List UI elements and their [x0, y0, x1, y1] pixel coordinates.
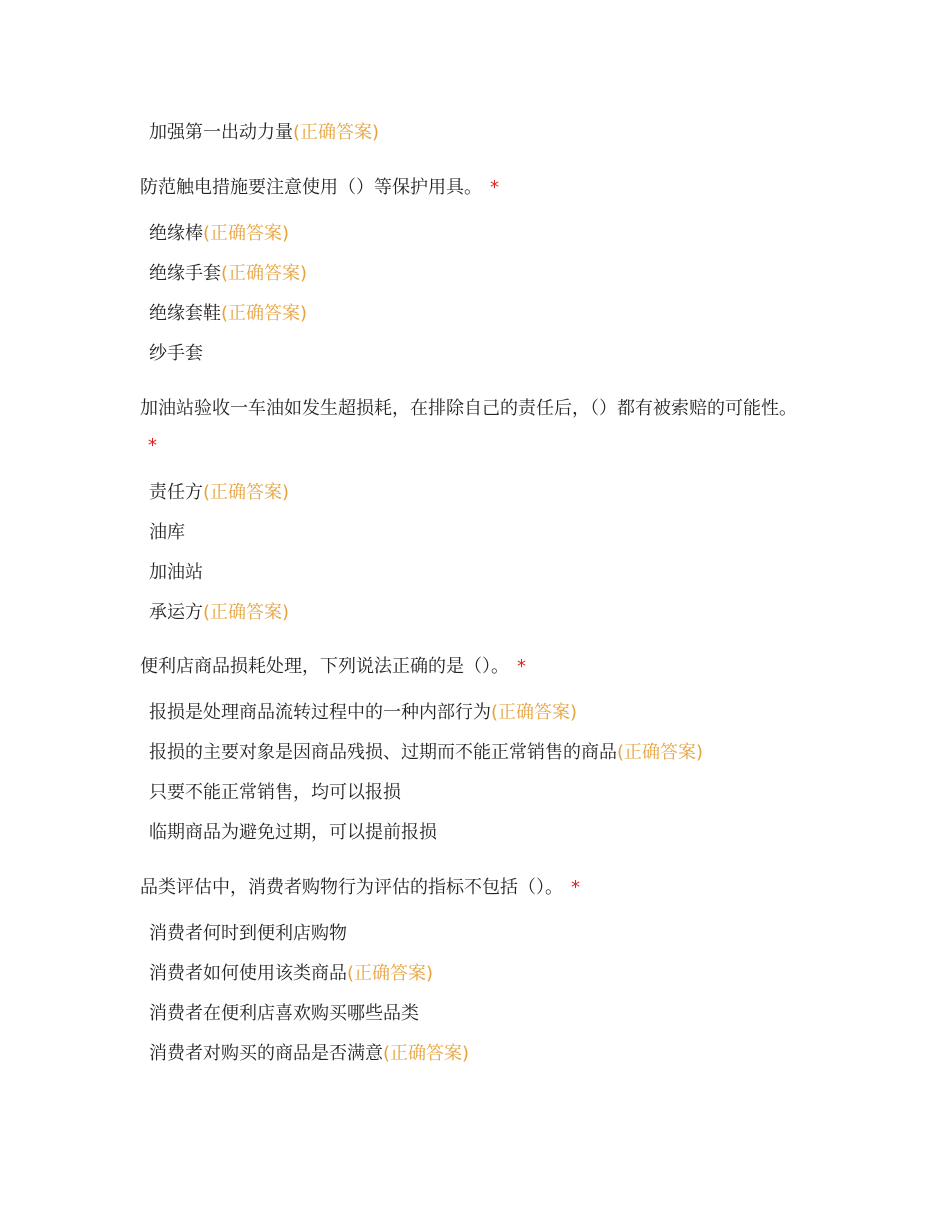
option-text: 纱手套	[149, 343, 203, 364]
option-item	[149, 302, 307, 326]
option-item	[149, 962, 433, 986]
option-text: 加油站	[149, 562, 203, 583]
option-text: 报损的主要对象是因商品残损、过期而不能正常销售的商品	[149, 742, 617, 763]
option-text: 绝缘棒	[149, 223, 203, 244]
question-stem: 便利店商品损耗处理，下列说法正确的是（）。	[140, 656, 509, 677]
correct-answer-mark: (正确答案)	[203, 602, 290, 623]
option-item	[149, 1002, 419, 1026]
question-text	[140, 648, 810, 685]
correct-answer-mark: (正确答案)	[293, 122, 380, 143]
option-item	[149, 781, 401, 805]
option-item	[149, 741, 703, 765]
option-text: 消费者在便利店喜欢购买哪些品类	[149, 1003, 419, 1024]
correct-answer-mark: (正确答案)	[221, 303, 308, 324]
option-text: 临期商品为避免过期，可以提前报损	[149, 822, 437, 843]
option-item	[149, 481, 289, 505]
question-text	[140, 869, 810, 906]
question-stem: 加油站验收一车油如发生超损耗，在排除自己的责任后，（）都有被索赔的可能性。	[140, 398, 797, 419]
option-text: 责任方	[149, 482, 203, 503]
correct-answer-mark: (正确答案)	[491, 702, 578, 723]
option-text: 只要不能正常销售，均可以报损	[149, 782, 401, 803]
option-text: 消费者何时到便利店购物	[149, 923, 347, 944]
correct-answer-mark: (正确答案)	[221, 263, 308, 284]
question-text	[140, 390, 810, 464]
question-stem: 防范触电措施要注意使用（）等保护用具。	[140, 177, 482, 198]
required-star: *	[517, 656, 526, 677]
option-item	[149, 222, 289, 246]
option-text: 绝缘套鞋	[149, 303, 221, 324]
required-star: *	[571, 877, 580, 898]
option-item	[149, 701, 577, 725]
option-item	[149, 601, 289, 625]
required-star: *	[148, 435, 157, 456]
correct-answer-mark: (正确答案)	[203, 482, 290, 503]
option-item	[149, 521, 185, 545]
option-item	[149, 121, 379, 145]
correct-answer-mark: (正确答案)	[383, 1043, 470, 1064]
option-item	[149, 262, 307, 286]
correct-answer-mark: (正确答案)	[347, 963, 434, 984]
option-text: 油库	[149, 522, 185, 543]
option-item	[149, 821, 437, 845]
option-item	[149, 561, 203, 585]
question-text	[140, 169, 810, 206]
option-item	[149, 1042, 469, 1066]
correct-answer-mark: (正确答案)	[203, 223, 290, 244]
question-stem: 品类评估中，消费者购物行为评估的指标不包括（）。	[140, 877, 563, 898]
correct-answer-mark: (正确答案)	[617, 742, 704, 763]
option-text: 消费者如何使用该类商品	[149, 963, 347, 984]
option-item	[149, 922, 347, 946]
option-text: 消费者对购买的商品是否满意	[149, 1043, 383, 1064]
option-text: 加强第一出动力量	[149, 122, 293, 143]
option-text: 报损是处理商品流转过程中的一种内部行为	[149, 702, 491, 723]
option-text: 绝缘手套	[149, 263, 221, 284]
option-text: 承运方	[149, 602, 203, 623]
option-item	[149, 342, 203, 366]
required-star: *	[490, 177, 499, 198]
